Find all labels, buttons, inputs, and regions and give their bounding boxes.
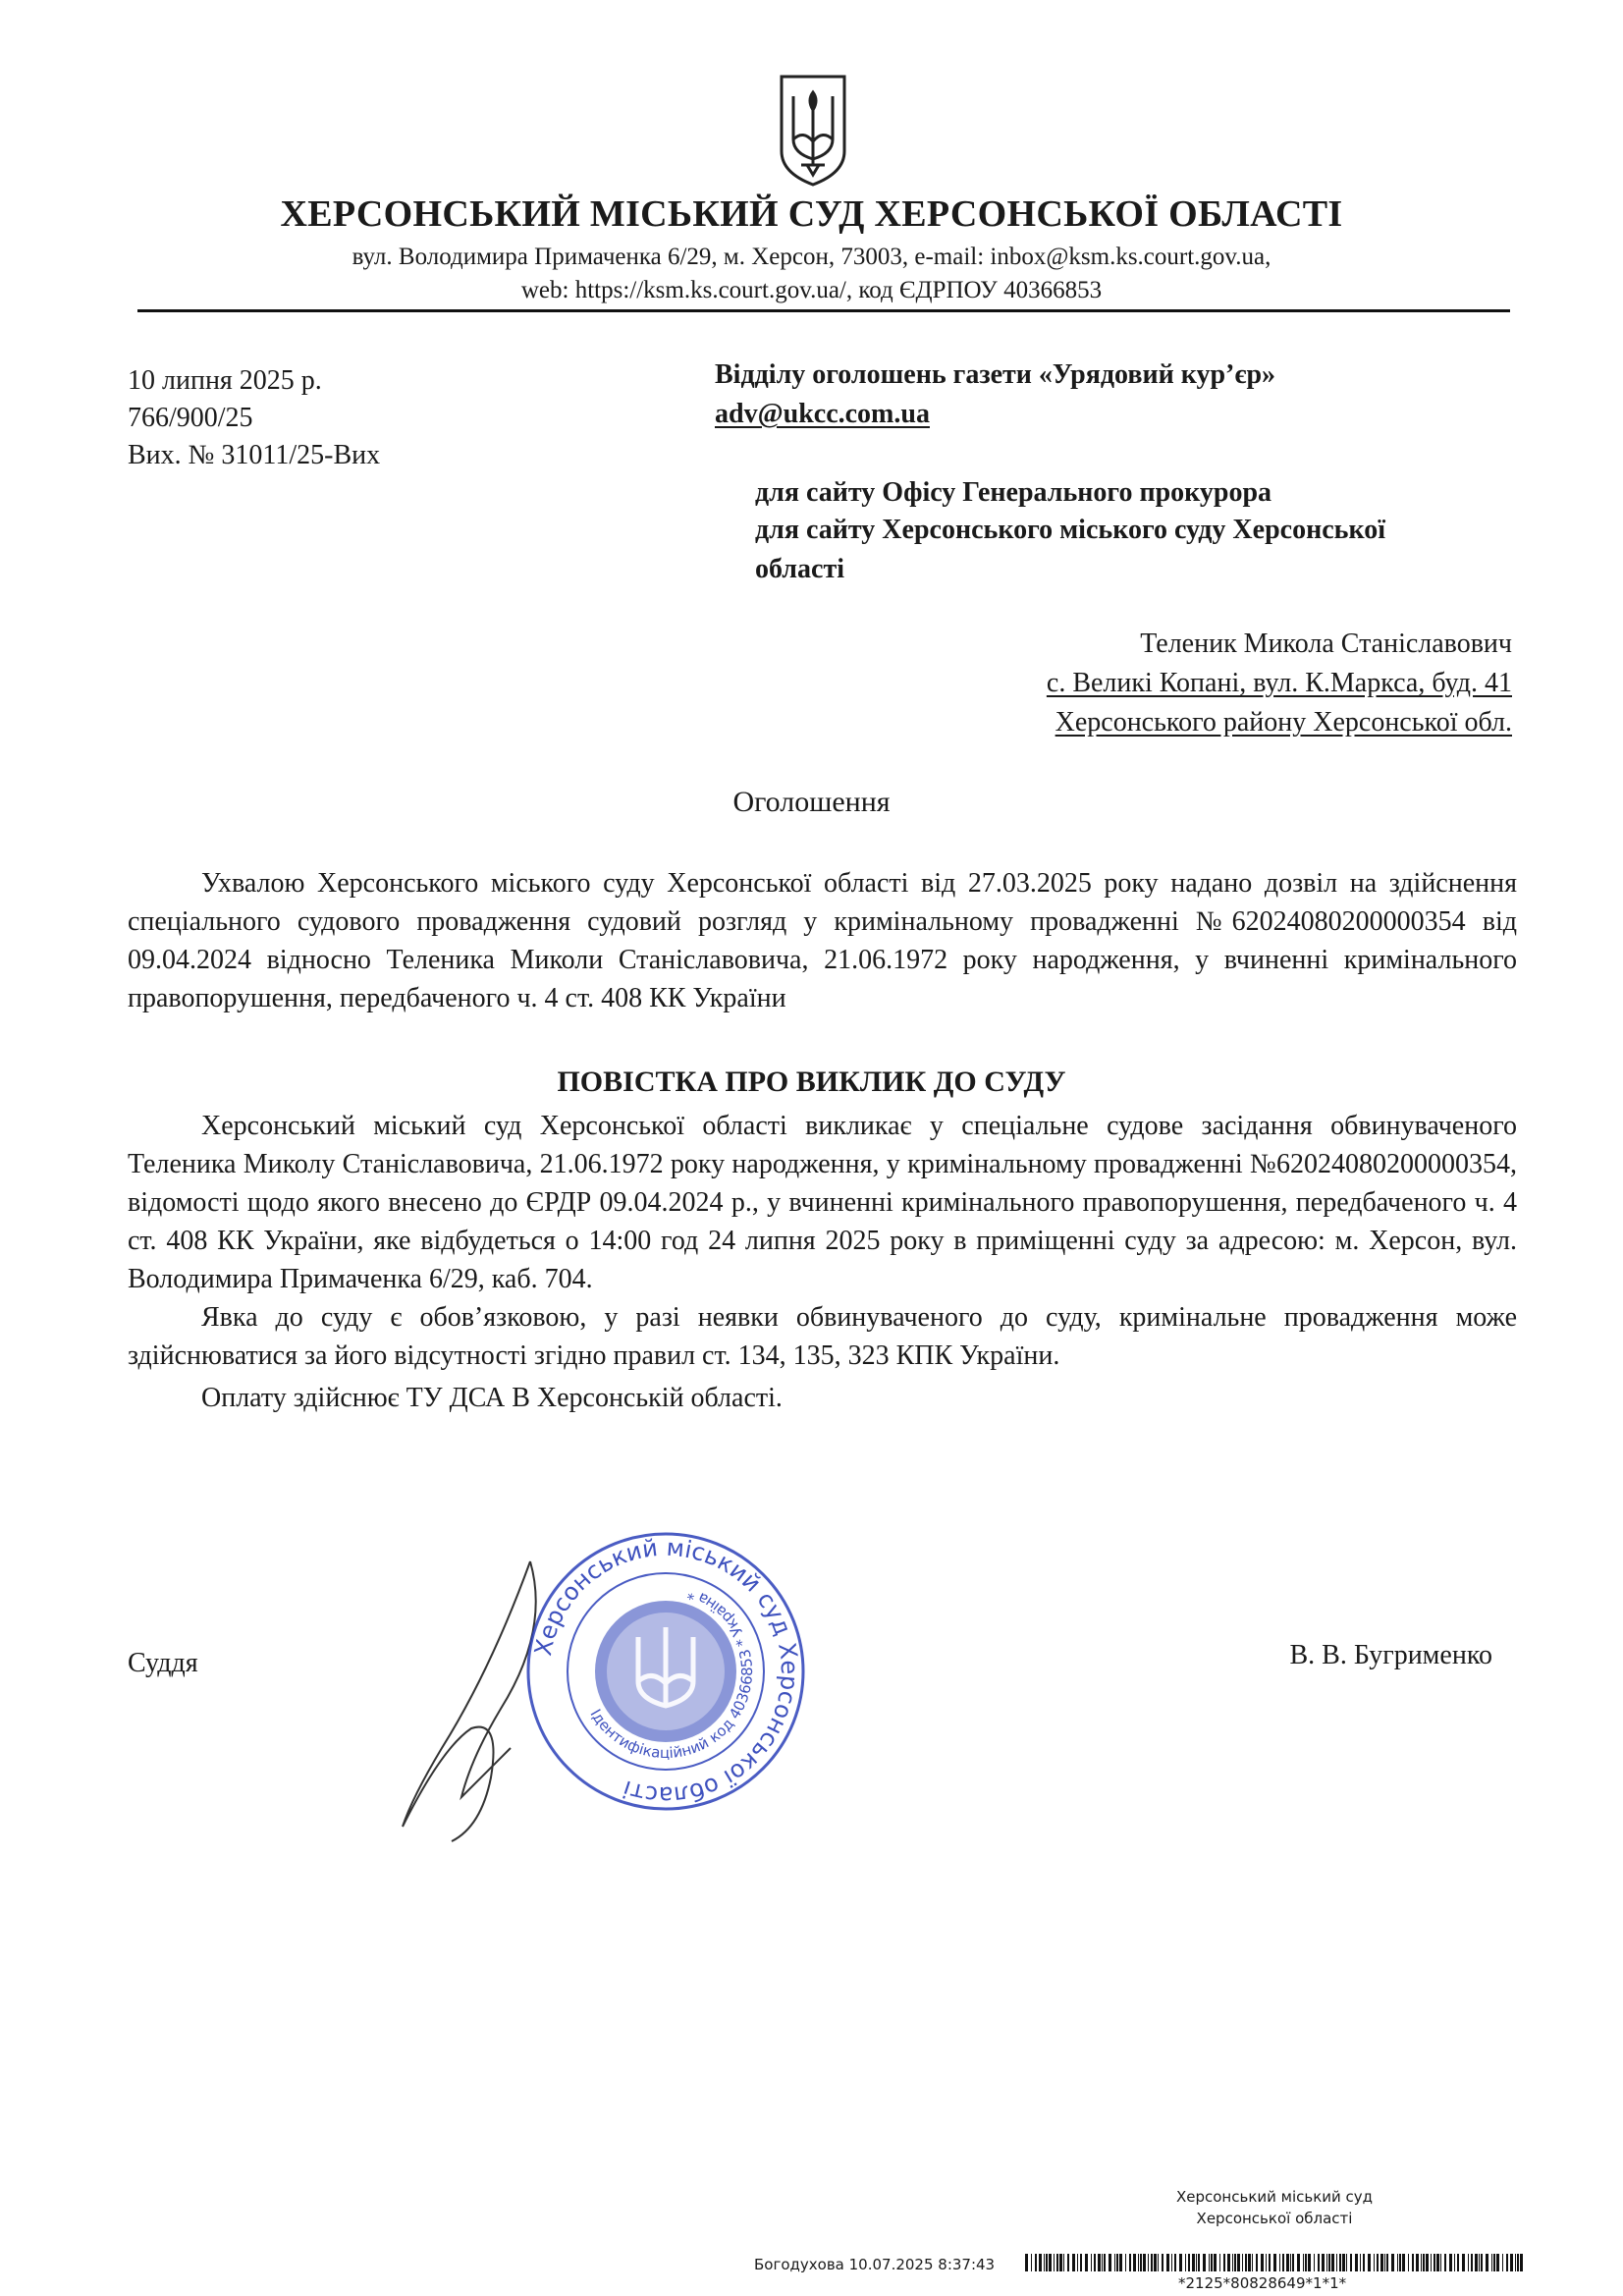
- trident-emblem-icon: [774, 71, 852, 189]
- recipient-court-site-cont: області: [755, 554, 844, 584]
- case-number: 766/900/25: [128, 403, 253, 433]
- court-stamp: [518, 1524, 813, 1819]
- registration-stamp: Богодухова 10.07.2025 8:37:43: [754, 2256, 996, 2273]
- recipient-newspaper: Відділу оголошень газети «Урядовий кур’єр»: [715, 359, 1276, 390]
- judge-label: Суддя: [128, 1648, 198, 1678]
- addressee-name: Теленик Микола Станіславович: [1140, 629, 1512, 659]
- stamp-inner-text: Ідентифікаційний код 40366853 * Україна *: [586, 1584, 757, 1763]
- announcement-paragraph: Ухвалою Херсонського міського суду Херсонської області від 27.03.2025 року надано дозвіл на здійснення спеціального судового провадження судовий розгляд у кримінальному провадженні №62024080200000354 від 09.04.2024 відносно Теленика Миколи Станіславовича, 21.06.1972 року народження, у вчиненні кримінального правопорушення, передбаченого ч. 4 ст. 408 КК України: [128, 868, 1517, 1013]
- court-name-heading: ХЕРСОНСЬКИЙ МІСЬКИЙ СУД ХЕРСОНСЬКОЇ ОБЛАСТІ: [280, 193, 1343, 235]
- announcement-text: [128, 864, 1517, 1017]
- judge-name: В. В. Бугрименко: [1289, 1640, 1492, 1670]
- court-address-line: вул. Володимира Примаченка 6/29, м. Херсон, 73003, e-mail: inbox@ksm.ks.court.gov.ua,: [352, 244, 1271, 270]
- footer-court-line2: Херсонської області: [1196, 2210, 1353, 2227]
- recipient-court-site: для сайту Херсонського міського суду Херсонської: [755, 515, 1385, 545]
- court-web-line: web: https://ksm.ks.court.gov.ua/, код ЄДРПОУ 40366853: [520, 277, 1103, 303]
- header-divider: [137, 309, 1510, 312]
- barcode-graphic: [1025, 2254, 1524, 2271]
- summons-paragraph-3: Оплату здійснює ТУ ДСА В Херсонській області.: [201, 1383, 783, 1413]
- footer-court-line1: Херсонський міський суд: [1175, 2188, 1374, 2206]
- summons-paragraph-1: Херсонський міський суд Херсонської області викликає у спеціальне судове засідання обвинуваченого Теленика Миколу Станіславовича, 21.06.1972 року народження, у кримінальному провадженні №62024080200000354, відомості щодо якого внесено до ЄРДР 09.04.2024 р., у вчиненні кримінального правопорушення, передбаченого ч. 4 ст. 408 КК України, яке відбудеться о 14:00 год 24 липня 2025 року в приміщенні суду за адресою: м. Херсон, вул. Володимира Примаченка 6/29, каб. 704.: [128, 1111, 1517, 1294]
- summons-paragraph-2: Явка до суду є обов’язковою, у разі неявки обвинуваченого до суду, кримінальне провадження може здійснюватися за його відсутності згідно правил ст. 134, 135, 323 КПК України.: [128, 1302, 1517, 1371]
- recipient-prosecutor-site: для сайту Офісу Генерального прокурора: [755, 477, 1272, 508]
- outgoing-number: Вих. № 31011/25-Вих: [128, 440, 381, 470]
- addressee-address-line2: Херсонського району Херсонської обл.: [1055, 707, 1512, 738]
- addressee-address-line1: с. Великі Копані, вул. К.Маркса, буд. 41: [1046, 668, 1512, 698]
- announcement-heading: Оголошення: [732, 786, 891, 818]
- recipient-email-link[interactable]: adv@ukcc.com.ua: [715, 399, 930, 429]
- summons-body: [128, 1107, 1517, 1417]
- summons-heading: ПОВІСТКА ПРО ВИКЛИК ДО СУДУ: [557, 1066, 1066, 1098]
- document-date: 10 липня 2025 р.: [128, 365, 322, 396]
- barcode-text: *2125*80828649*1*1*: [1178, 2274, 1347, 2292]
- stamp-outer-text: Херсонський міський суд Херсонської області: [529, 1533, 804, 1810]
